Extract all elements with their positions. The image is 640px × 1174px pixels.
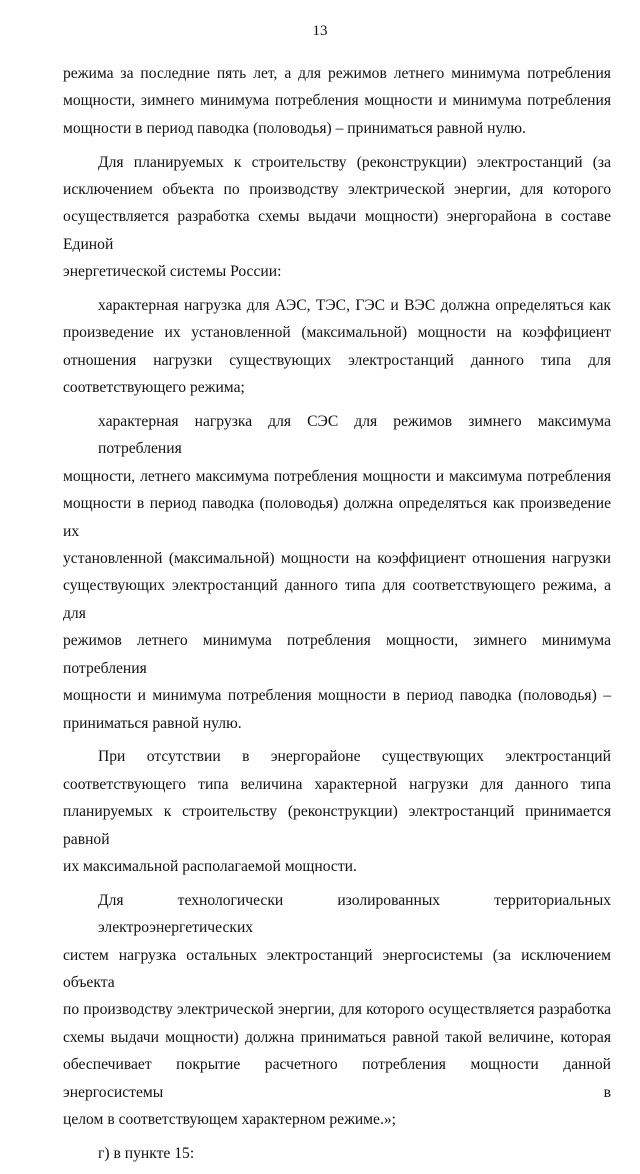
text-line: систем нагрузка остальных электростанций энергосистемы (за исключением объекта bbox=[63, 946, 611, 991]
text-line: схемы выдачи мощности) должна приниматься равной такой величине, которая bbox=[63, 1028, 611, 1046]
text-line: Для планируемых к строительству (реконструкции) электростанций (за bbox=[98, 153, 611, 171]
paragraph bbox=[63, 743, 611, 880]
text-line: мощности в период паводка (половодья) должна определяться как произведение их bbox=[63, 495, 611, 540]
text-line: по производству электрической энергии, для которого осуществляется разработка bbox=[63, 1001, 611, 1019]
paragraph bbox=[63, 292, 611, 402]
text-line: мощности, зимнего минимума потребления мощности и минимума потребления bbox=[63, 92, 611, 110]
text-line: исключением объекта по производству электрической энергии, для которого bbox=[63, 181, 611, 199]
text-line: целом в соответствующем характерном режиме.»; bbox=[63, 1110, 397, 1128]
text-line: г) в пункте 15: bbox=[98, 1144, 195, 1162]
text-line: установленной (максимальной) мощности на коэффициент отношения нагрузки bbox=[63, 550, 611, 568]
text-line: планируемых к строительству (реконструкции) электростанций принимается равной bbox=[63, 803, 611, 848]
text-line: осуществляется разработка схемы выдачи мощности) энергорайона в составе Единой bbox=[63, 208, 611, 253]
paragraph bbox=[63, 149, 611, 286]
document-body bbox=[63, 60, 611, 1174]
text-line: энергетической системы России: bbox=[63, 263, 282, 281]
text-line: мощности и минимума потребления мощности в период паводка (половодья) – bbox=[63, 687, 611, 705]
text-line: характерная нагрузка для СЭС для режимов зимнего максимума потребления bbox=[98, 413, 611, 458]
text-line: При отсутствии в энергорайоне существующих электростанций bbox=[98, 748, 611, 766]
text-line: характерная нагрузка для АЭС, ТЭС, ГЭС и ВЭС должна определяться как bbox=[98, 297, 611, 315]
text-line: Для технологически изолированных территориальных электроэнергетических bbox=[98, 891, 611, 937]
page-number: 13 bbox=[312, 23, 328, 39]
paragraph bbox=[63, 1140, 611, 1167]
text-line: режима за последние пять лет, а для режимов летнего минимума потребления bbox=[63, 65, 611, 82]
paragraph bbox=[63, 887, 611, 1134]
paragraph bbox=[63, 408, 611, 737]
text-line: существующих электростанций данного типа для соответствующего режима, а для bbox=[63, 577, 611, 622]
paragraph bbox=[63, 60, 611, 142]
text-line: режимов летнего минимума потребления мощности, зимнего минимума потребления bbox=[63, 632, 611, 677]
text-line: соответствующего типа величина характерной нагрузки для данного типа bbox=[63, 775, 611, 793]
text-line: мощности в период паводка (половодья) – приниматься равной нулю. bbox=[63, 119, 526, 137]
text-line: обеспечивает покрытие расчетного потребления мощности данной энергосистемы в bbox=[63, 1056, 611, 1101]
text-line: отношения нагрузки существующих электростанций данного типа для bbox=[63, 351, 611, 369]
text-line: их максимальной располагаемой мощности. bbox=[63, 857, 357, 875]
text-line: соответствующего режима; bbox=[63, 379, 245, 397]
text-line: мощности, летнего максимума потребления мощности и максимума потребления bbox=[63, 467, 611, 485]
text-line: приниматься равной нулю. bbox=[63, 714, 242, 732]
text-line: произведение их установленной (максимальной) мощности на коэффициент bbox=[63, 324, 611, 342]
